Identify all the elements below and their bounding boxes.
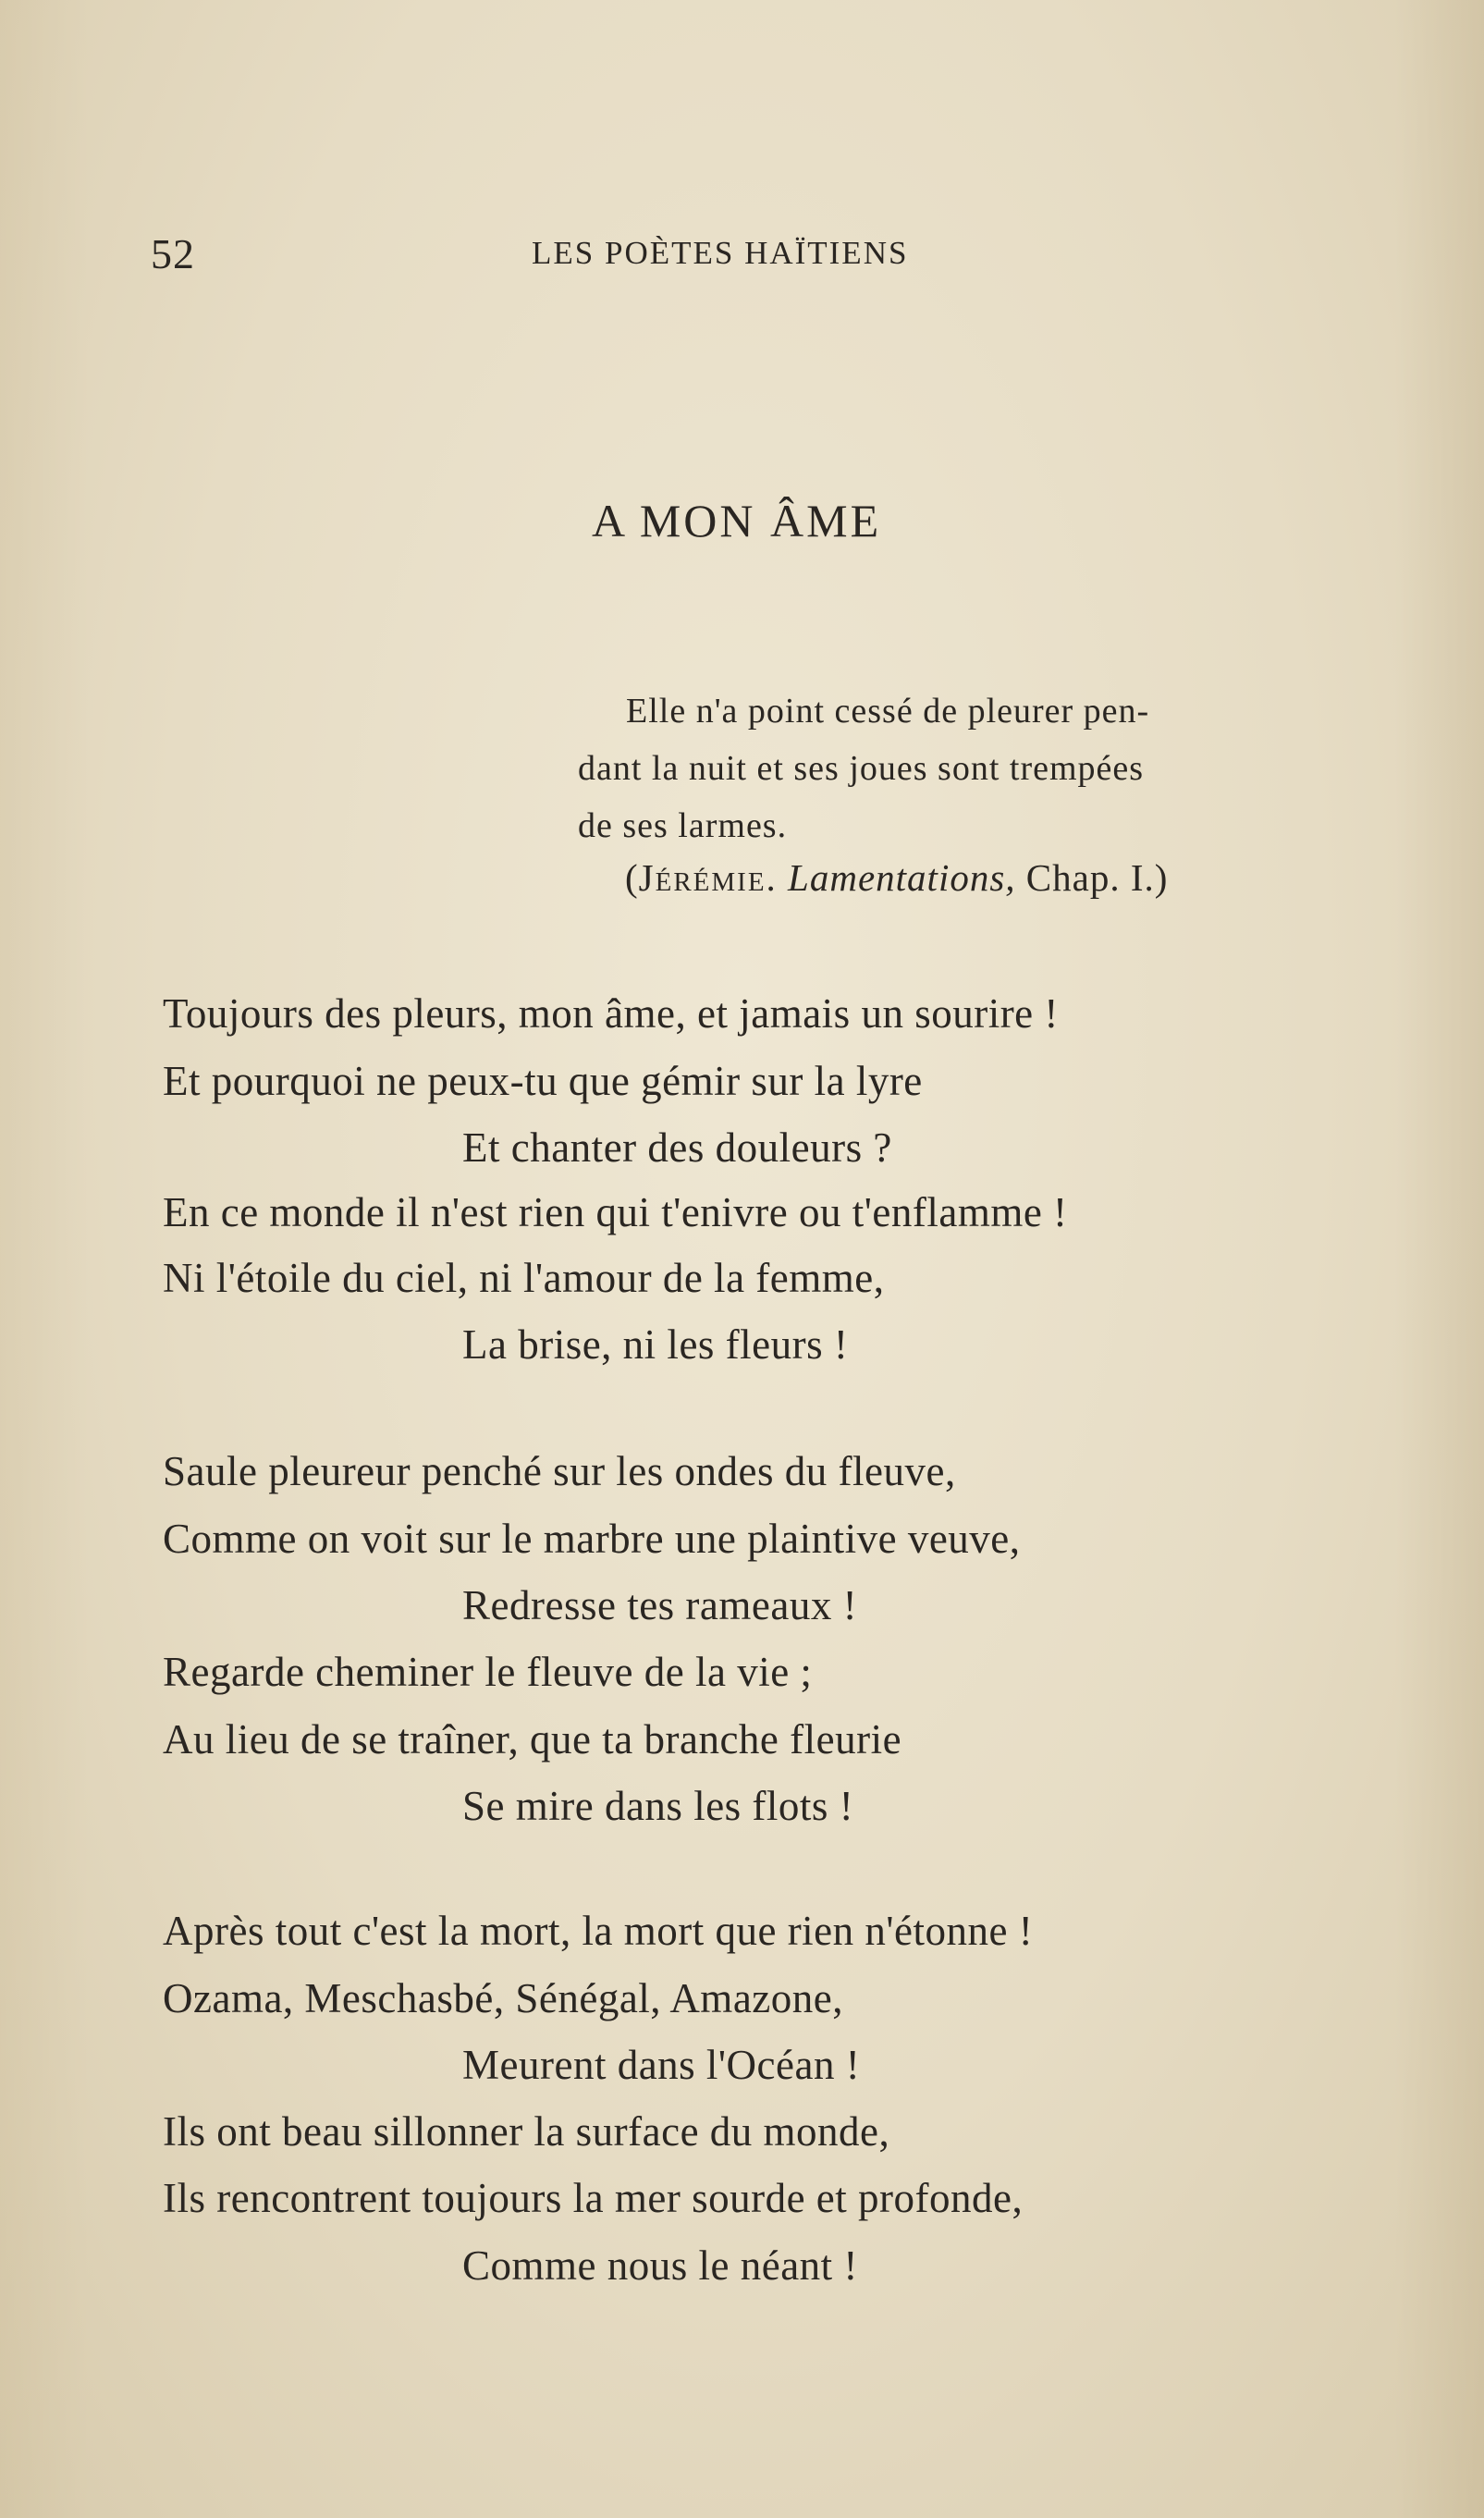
verse-line: Toujours des pleurs, mon âme, et jamais un sourire ! [163, 990, 1059, 1037]
verse-line: Comme on voit sur le marbre une plaintive veuve, [163, 1516, 1021, 1562]
verse-line: Ils rencontrent toujours la mer sourde et profonde, [163, 2175, 1024, 2221]
verse-line: Ozama, Meschasbé, Sénégal, Amazone, [163, 1975, 843, 2021]
epigraph-author: Jérémie. [638, 856, 778, 899]
verse-line: Ils ont beau sillonner la surface du monde, [163, 2108, 890, 2155]
verse-line: Et pourquoi ne peux-tu que gémir sur la lyre [163, 1058, 923, 1104]
verse-line: Regarde cheminer le fleuve de la vie ; [163, 1649, 813, 1695]
epigraph-line: de ses larmes. [578, 806, 788, 845]
verse-line: Se mire dans les flots ! [462, 1783, 854, 1829]
verse-line: La brise, ni les fleurs ! [462, 1321, 849, 1368]
page-number: 52 [151, 230, 195, 277]
verse-line: Après tout c'est la mort, la mort que rien n'étonne ! [163, 1908, 1034, 1954]
verse-line: Au lieu de se traîner, que ta branche fleurie [163, 1716, 902, 1763]
verse-line: En ce monde il n'est rien qui t'enivre ou t'enflamme ! [163, 1189, 1068, 1235]
verse-line: Saule pleureur penché sur les ondes du fleuve, [163, 1448, 956, 1494]
epigraph-work: Lamentations, [788, 856, 1016, 899]
verse-line: Et chanter des douleurs ? [462, 1124, 892, 1171]
verse-line: Meurent dans l'Océan ! [462, 2042, 861, 2088]
epigraph [578, 682, 1373, 854]
epigraph-chapter: Chap. I.) [1025, 856, 1169, 899]
verse-line: Comme nous le néant ! [462, 2242, 858, 2289]
poem-title: A MON ÂME [592, 495, 882, 547]
running-head: LES POÈTES HAÏTIENS [532, 235, 909, 271]
verse-line: Redresse tes rameaux ! [462, 1582, 858, 1628]
epigraph-source-open: ( [625, 856, 639, 899]
epigraph-line: Elle n'a point cessé de pleurer pen- [626, 692, 1150, 731]
verse-line: Ni l'étoile du ciel, ni l'amour de la femme, [163, 1255, 885, 1301]
epigraph-source [625, 855, 1168, 900]
epigraph-line: dant la nuit et ses joues sont trempées [578, 749, 1145, 788]
